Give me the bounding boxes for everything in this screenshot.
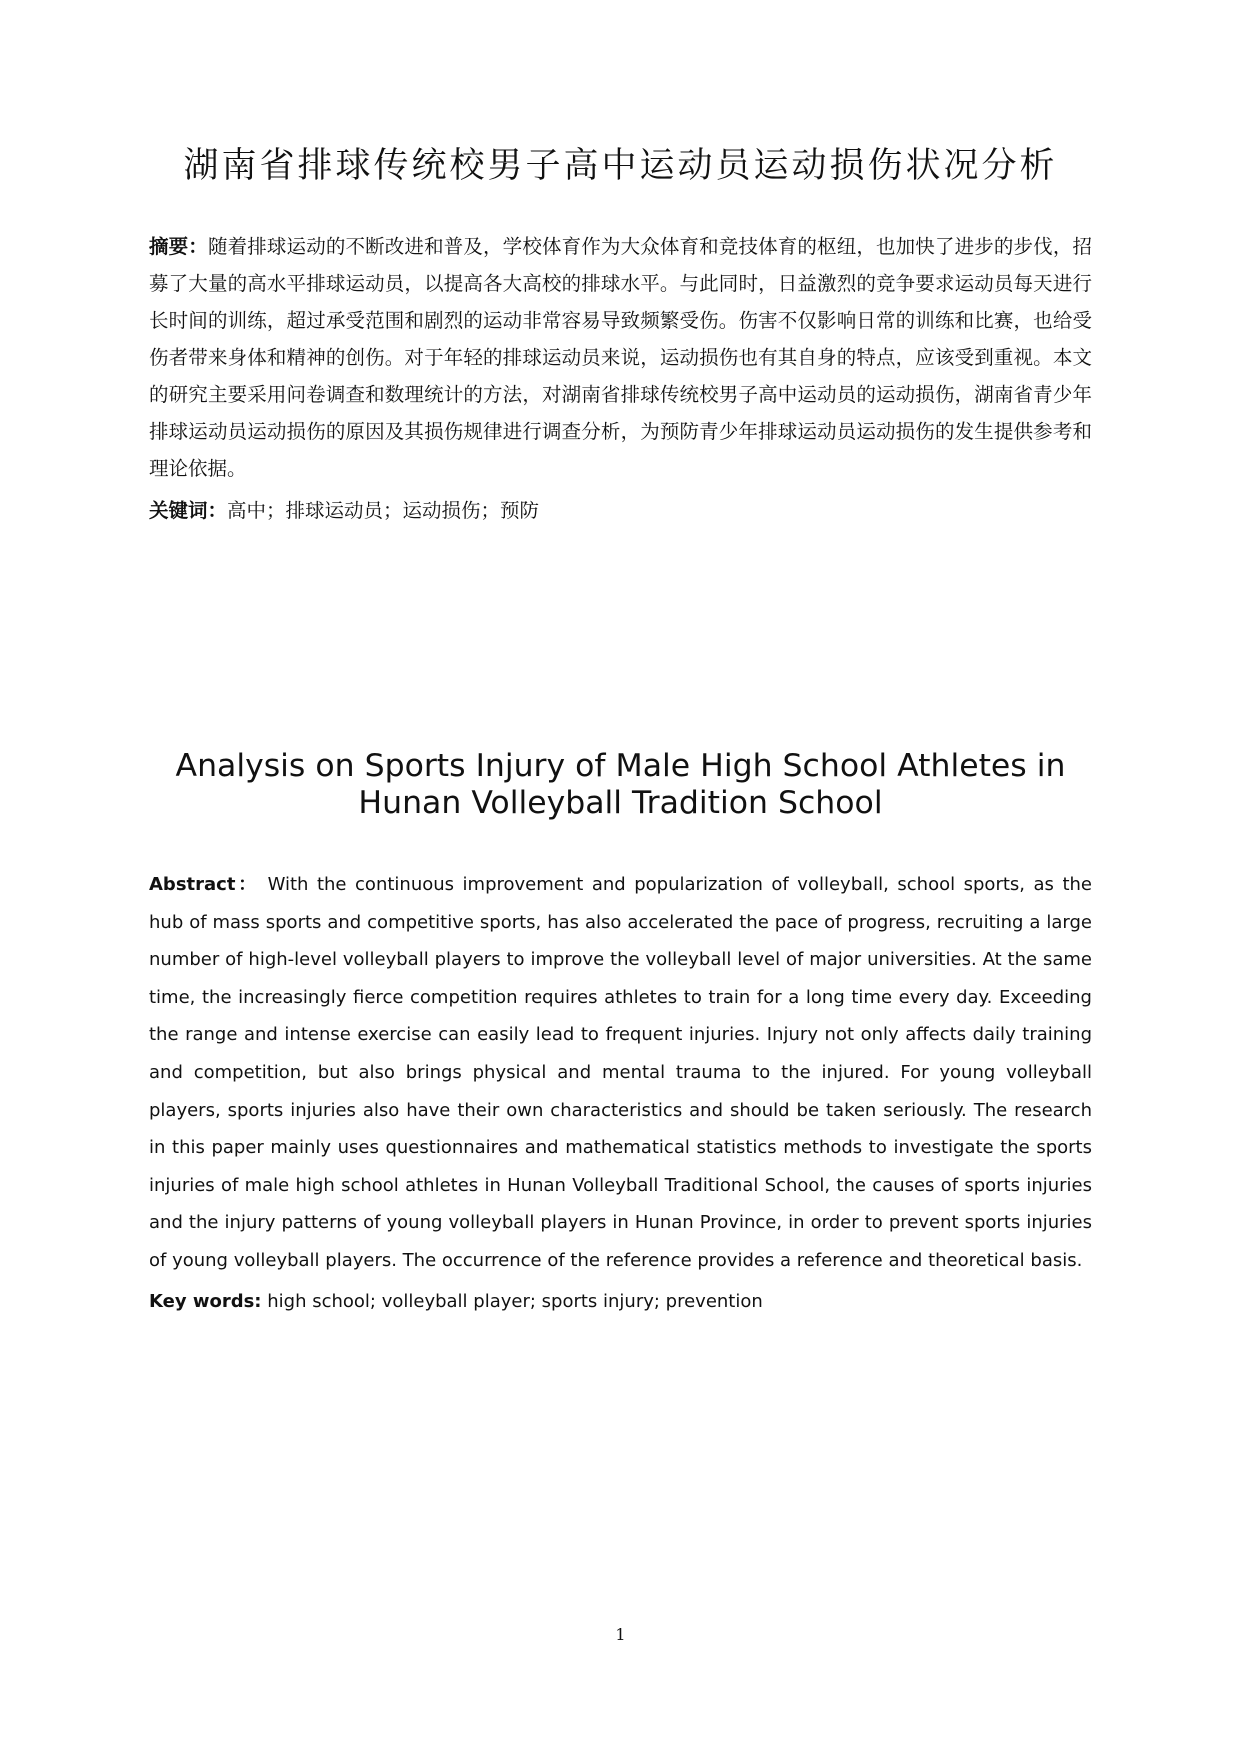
english-abstract-text: With the continuous improvement and popularization of volleyball, school sports, as the hub of mass sports and competitive sports, has also accelerated the pace of progress, recruiting a large number of high-level volleyball players to improve the volleyball level of major universities. At the same time, the increasingly fierce competition requires athletes to train for a long time every day. Exceeding the range and intense exercise can easily lead to frequent injuries. Injury not only affects daily training and competition, but also brings physical and mental trauma to the injured. For young volleyball players, sports injuries also have their own characteristics and should be taken seriously. The research in this paper mainly uses questionnaires and mathematical statistics methods to investigate the sports injuries of male high school athletes in Hunan Volleyball Traditional School, the causes of sports injuries and the injury patterns of young volleyball players in Hunan Province, in order to prevent sports injuries of young volleyball players. The occurrence of the reference provides a reference and theoretical basis. — [149, 874, 1092, 1271]
chinese-title: 湖南省排球传统校男子高中运动员运动损伤状况分析 — [183, 146, 1058, 186]
english-abstract-label: Abstract： — [149, 874, 260, 895]
page-number: 1 — [615, 1625, 626, 1644]
english-keywords-text: high school; volleyball player; sports injury; prevention — [261, 1291, 763, 1312]
chinese-keywords — [149, 492, 1092, 529]
chinese-abstract — [149, 228, 1092, 487]
chinese-keywords-text: 高中；排球运动员；运动损伤；预防 — [227, 499, 540, 522]
english-title-line1: Analysis on Sports Injury of Male High School Athletes in — [175, 748, 1066, 784]
english-abstract — [149, 866, 1092, 1280]
english-keywords — [149, 1283, 1092, 1320]
chinese-keywords-label: 关键词： — [149, 499, 228, 522]
english-title-line2: Hunan Volleyball Tradition School — [358, 785, 883, 821]
chinese-abstract-text: 随着排球运动的不断改进和普及，学校体育作为大众体育和竞技体育的枢纽，也加快了进步的步伐，招募了大量的高水平排球运动员，以提高各大高校的排球水平。与此同时，日益激烈的竞争要求运动员每天进行长时间的训练，超过承受范围和剧烈的运动非常容易导致频繁受伤。伤害不仅影响日常的训练和比赛，也给受伤者带来身体和精神的创伤。对于年轻的排球运动员来说，运动损伤也有其自身的特点，应该受到重视。本文的研究主要采用问卷调查和数理统计的方法，对湖南省排球传统校男子高中运动员的运动损伤，湖南省青少年排球运动员运动损伤的原因及其损伤规律进行调查分析，为预防青少年排球运动员运动损伤的发生提供参考和理论依据。 — [149, 235, 1092, 480]
english-keywords-label: Key words: — [149, 1291, 262, 1312]
english-title — [100, 748, 1141, 822]
chinese-abstract-label: 摘要： — [149, 235, 208, 258]
